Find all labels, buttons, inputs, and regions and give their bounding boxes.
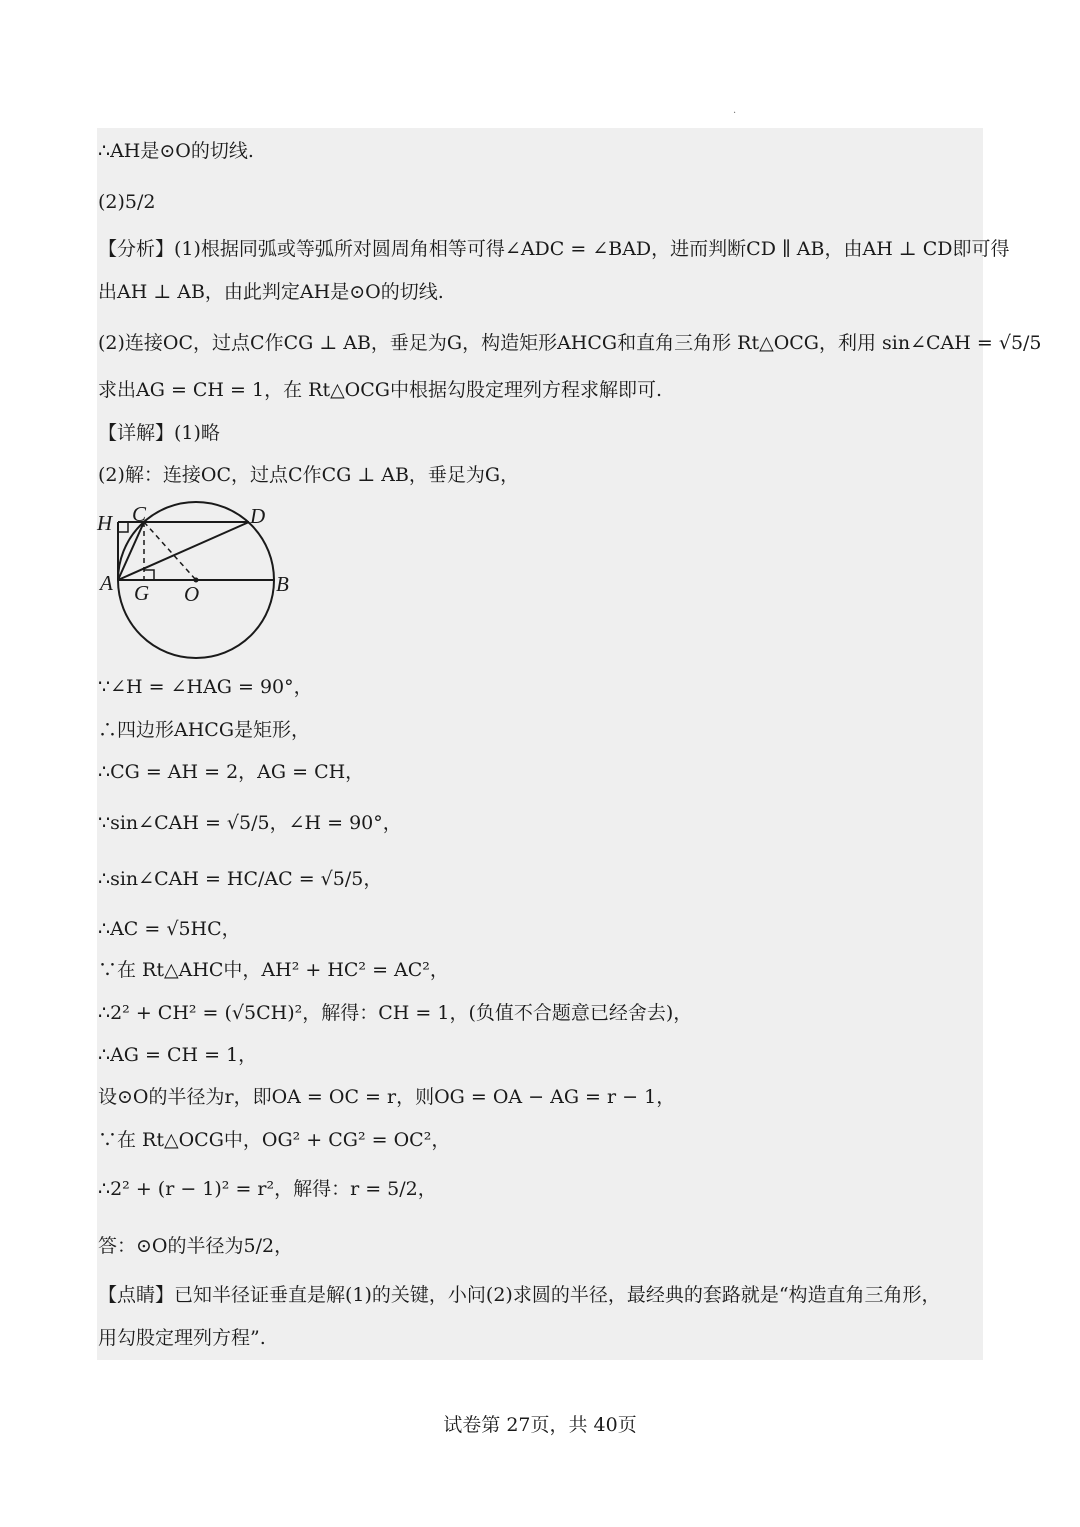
line-11: ∴CG = AH = 2，AG = CH，: [98, 761, 365, 783]
label-b: B: [276, 572, 289, 596]
line-co-dashed: [144, 522, 196, 580]
line-ad: [118, 522, 249, 580]
line-18: 设⊙O的半径为r，即OA = OC = r，则OG = OA − AG = r − 1，: [98, 1086, 676, 1108]
right-angle-h: [118, 522, 128, 532]
line-22: 【点睛】已知半径证垂直是解(1)的关键，小问(2)求圆的半径，最经典的套路就是“构造直角三角形，: [98, 1284, 941, 1306]
line-16: ∴2² + CH² = (√5CH)²，解得：CH = 1，(负值不合题意已经舍去)，: [98, 1002, 693, 1024]
line-21: 答：⊙O的半径为5/2，: [98, 1235, 294, 1257]
circle-diagram: [94, 500, 294, 665]
line-23: 用勾股定理列方程”.: [98, 1327, 266, 1349]
line-20: ∴2² + (r − 1)² = r²，解得：r = 5/2，: [98, 1178, 437, 1200]
line-7: 【详解】(1)略: [98, 422, 220, 444]
line-19: ∵在 Rt△OCG中，OG² + CG² = OC²，: [98, 1129, 451, 1151]
label-h: H: [97, 511, 113, 535]
line-1: ∴AH是⊙O的切线.: [98, 140, 254, 162]
label-c: C: [132, 502, 147, 526]
label-g: G: [134, 581, 150, 605]
line-9: ∵∠H = ∠HAG = 90°，: [98, 676, 313, 698]
label-d: D: [250, 504, 266, 528]
line-3: 【分析】(1)根据同弧或等弧所对圆周角相等可得∠ADC = ∠BAD，进而判断CD ∥ AB，由AH ⊥ CD即可得: [98, 238, 1010, 260]
line-4: 出AH ⊥ AB，由此判定AH是⊙O的切线.: [98, 281, 444, 303]
right-angle-g: [144, 570, 154, 580]
label-a: A: [100, 571, 113, 595]
line-10: ∴四边形AHCG是矩形，: [98, 719, 311, 741]
label-o: O: [184, 582, 200, 606]
line-8: (2)解：连接OC，过点C作CG ⊥ AB，垂足为G，: [98, 464, 520, 486]
line-6: 求出AG = CH = 1，在 Rt△OCG中根据勾股定理列方程求解即可.: [98, 379, 663, 401]
page-footer: 试卷第 27页，共 40页: [443, 1414, 637, 1436]
line-13: ∴sin∠CAH = HC/AC = √5/5，: [98, 868, 383, 890]
geometry-figure: [94, 500, 294, 669]
stray-dot: ·: [733, 108, 737, 119]
line-2: (2)5/2: [98, 191, 156, 213]
line-15: ∵在 Rt△AHC中，AH² + HC² = AC²，: [98, 959, 449, 981]
line-5: (2)连接OC，过点C作CG ⊥ AB，垂足为G，构造矩形AHCG和直角三角形 Rt△OCG，利用 sin∠CAH = √5/5: [98, 332, 1042, 354]
line-14: ∴AC = √5HC，: [98, 918, 241, 940]
content-panel: [97, 128, 983, 1360]
line-17: ∴AG = CH = 1，: [98, 1044, 258, 1066]
line-12: ∵sin∠CAH = √5/5，∠H = 90°，: [98, 812, 402, 834]
